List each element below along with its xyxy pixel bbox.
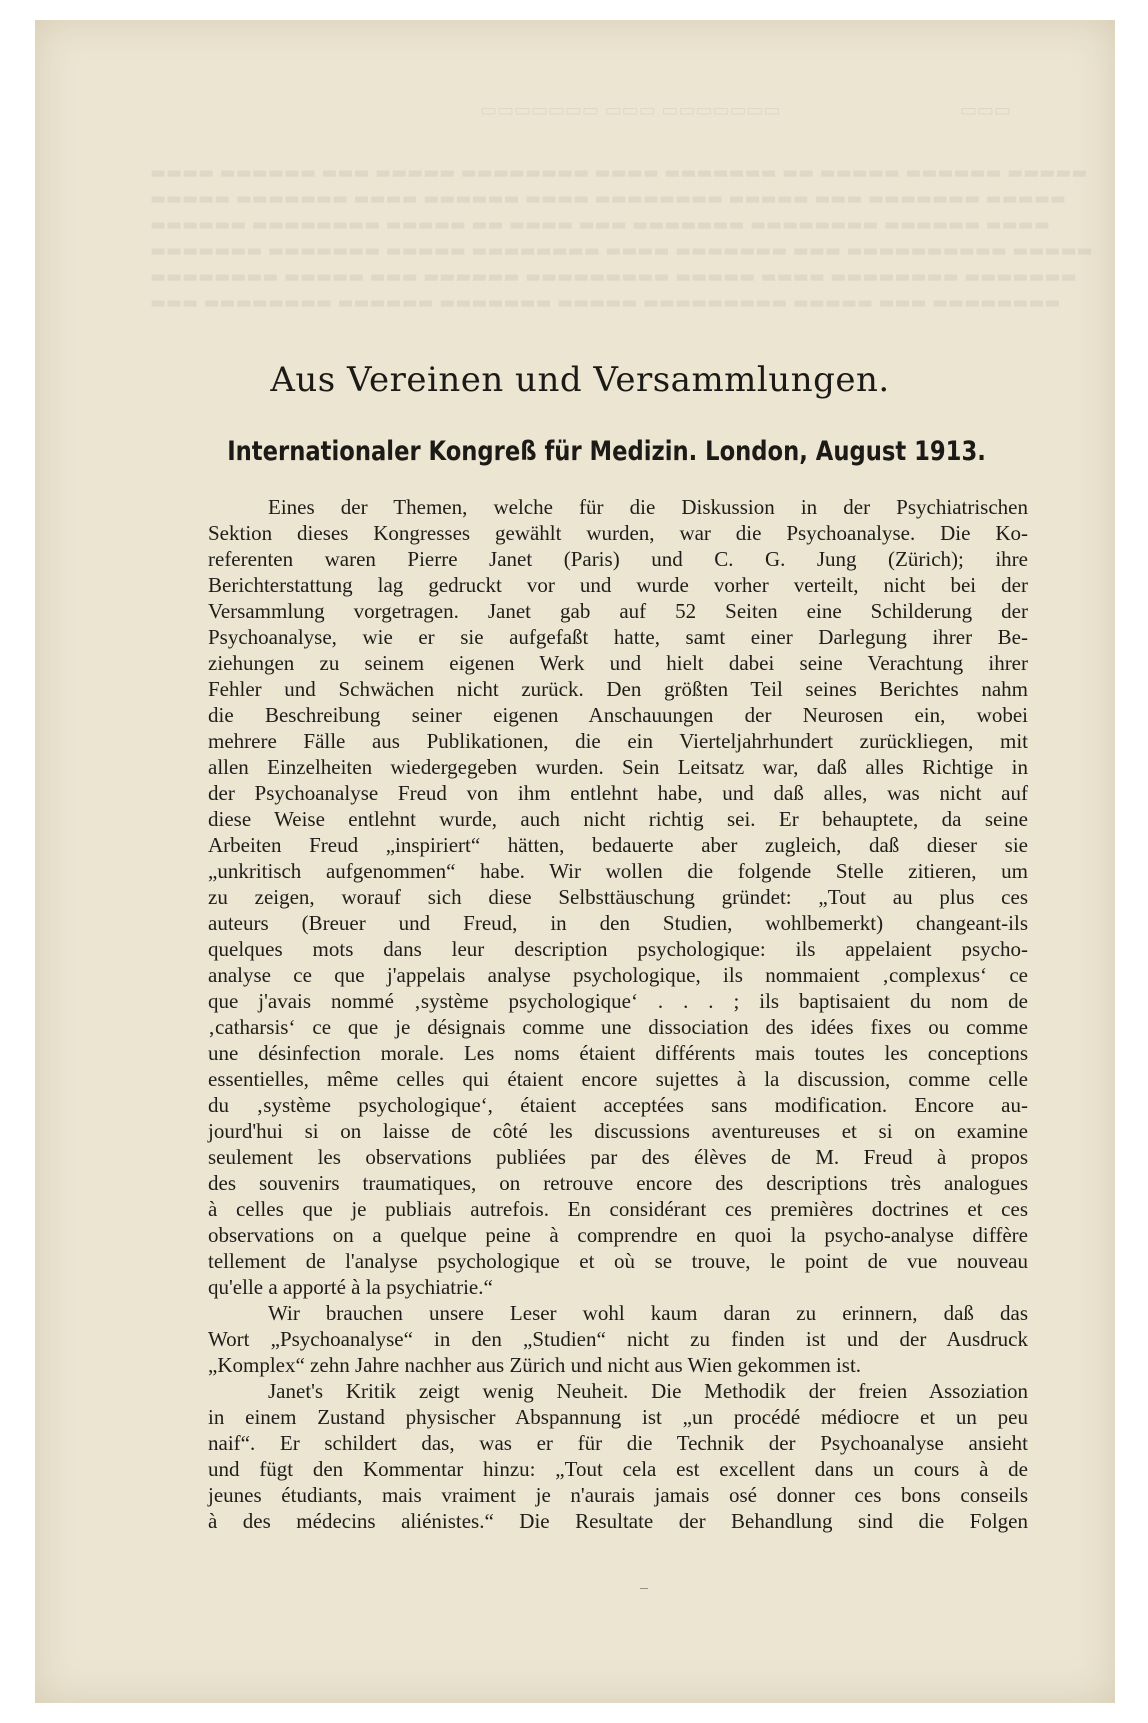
- text-line: auteurs (Breuer und Freud, in den Studien, wohlbemerkt) changeant-ils: [208, 911, 1028, 935]
- text-line: essentielles, même celles qui étaient encore sujettes à la discussion, comme celle: [208, 1067, 1028, 1091]
- text-line: à des médecins aliénistes.“ Die Resultate der Behandlung sind die Folgen: [208, 1509, 1028, 1533]
- article-body: [208, 494, 1028, 1534]
- text-line: mehrere Fälle aus Publikationen, die ein Vierteljahrhundert zurückliegen, mit: [208, 729, 1028, 753]
- text-line: ziehungen zu seinem eigenen Werk und hielt dabei seine Verachtung ihrer: [208, 651, 1028, 675]
- text-line: in einem Zustand physischer Abspannung ist „un procédé médiocre et un peu: [208, 1405, 1028, 1429]
- text-line: analyse ce que j'appelais analyse psychologique, ils nommaient ‚complexus‘ ce: [208, 963, 1028, 987]
- text-line: referenten waren Pierre Janet (Paris) und C. G. Jung (Zürich); ihre: [208, 547, 1028, 571]
- text-line: Versammlung vorgetragen. Janet gab auf 52 Seiten eine Schilderung der: [208, 599, 1028, 623]
- text-line: jeunes étudiants, mais vraiment je n'aurais jamais osé donner ces bons conseils: [208, 1483, 1028, 1507]
- text-line: Eines der Themen, welche für die Diskussion in der Psychiatrischen: [268, 495, 1028, 519]
- text-line: zu zeigen, worauf sich diese Selbsttäuschung gründet: „Tout au plus ces: [208, 885, 1028, 909]
- text-line: à celles que je publiais autrefois. En considérant ces premières doctrines et ces: [208, 1197, 1028, 1221]
- show-through-running-head: ▭▭▭▭▭▭▭ ▭▭▭ ▭▭▭▭▭▭▭: [480, 100, 781, 121]
- text-line: du ‚système psychologique‘, étaient acceptées sans modification. Encore au-: [208, 1093, 1028, 1117]
- text-line: Berichterstattung lag gedruckt vor und wurde vorher verteilt, nicht bei der: [208, 573, 1028, 597]
- text-line: Sektion dieses Kongresses gewählt wurden, war die Psychoanalyse. Die Ko-: [208, 521, 1028, 545]
- show-through-text: ▬▬▬▬ ▬▬▬▬▬▬ ▬▬▬ ▬▬▬▬▬ ▬▬▬▬▬▬▬▬ ▬▬▬▬ ▬▬▬▬▬▬▬ ▬▬ ▬▬▬▬▬ ▬▬▬▬▬▬ ▬▬▬▬▬ ▬▬▬▬▬ ▬▬▬▬▬▬▬ ▬▬▬▬ ▬▬▬▬▬▬ ▬▬▬▬ ▬▬▬▬▬▬▬▬ ▬▬▬▬▬ ▬▬▬ ▬▬▬▬▬▬▬ ▬▬▬▬▬ ▬▬▬▬▬▬ ▬▬▬▬▬▬▬▬ ▬▬▬▬▬ ▬▬ ▬▬▬▬ ▬▬▬ ▬▬▬▬▬▬▬ ▬▬▬▬▬▬▬▬ ▬▬▬▬▬▬ ▬▬▬▬ ▬▬▬▬▬▬▬ ▬▬▬▬▬▬▬ ▬▬▬▬▬ ▬▬▬▬▬▬▬▬ ▬▬▬▬ ▬▬▬▬▬▬▬ ▬▬▬ ▬▬▬▬▬▬▬▬▬▬ ▬▬▬▬▬ ▬▬▬▬▬▬▬▬ ▬▬▬▬▬ ▬▬▬ ▬▬▬▬▬▬ ▬▬▬▬▬▬▬▬▬ ▬▬▬▬▬ ▬▬▬▬ ▬▬▬▬▬▬▬▬ ▬▬▬▬▬▬▬ ▬▬▬ ▬▬▬▬▬▬▬▬ ▬▬▬▬▬▬ ▬▬▬▬▬▬▬ ▬▬▬▬▬ ▬▬▬▬▬▬▬▬▬ ▬▬▬▬▬ ▬▬▬ ▬▬▬▬▬▬▬▬: [150, 163, 1093, 313]
- text-line: Wir brauchen unsere Leser wohl kaum daran zu erinnern, daß das: [268, 1301, 1028, 1325]
- text-line: Fehler und Schwächen nicht zurück. Den größten Teil seines Berichtes nahm: [208, 677, 1028, 701]
- text-line: quelques mots dans leur description psychologique: ils appelaient psycho-: [208, 937, 1028, 961]
- text-line: naif“. Er schildert das, was er für die Technik der Psychoanalyse ansieht: [208, 1431, 1028, 1455]
- text-line: jourd'hui si on laisse de côté les discussions aventureuses et si on examine: [208, 1119, 1028, 1143]
- text-line: Arbeiten Freud „inspiriert“ hätten, bedauerte aber zugleich, daß dieser sie: [208, 833, 1028, 857]
- text-line: des souvenirs traumatiques, on retrouve encore des descriptions très analogues: [208, 1171, 1028, 1195]
- text-line: ‚catharsis‘ ce que je désignais comme une dissociation des idées fixes ou comme: [208, 1015, 1028, 1039]
- text-line: Janet's Kritik zeigt wenig Neuheit. Die Methodik der freien Assoziation: [268, 1379, 1028, 1403]
- text-line: Wort „Psychoanalyse“ in den „Studien“ nicht zu finden ist und der Ausdruck: [208, 1327, 1028, 1351]
- text-line: der Psychoanalyse Freud von ihm entlehnt habe, und daß alles, was nicht auf: [208, 781, 1028, 805]
- text-line: qu'elle a apporté à la psychiatrie.“: [208, 1275, 493, 1299]
- section-heading: Aus Vereinen und Versammlungen.: [270, 360, 890, 400]
- print-mark: [640, 1588, 648, 1589]
- text-line: une désinfection morale. Les noms étaient différents mais toutes les conceptions: [208, 1041, 1028, 1065]
- text-line: Psychoanalyse, wie er sie aufgefaßt hatte, samt einer Darlegung ihrer Be-: [208, 625, 1028, 649]
- article-title: Internationaler Kongreß für Medizin. London, August 1913.: [227, 436, 986, 467]
- text-line: „unkritisch aufgenommen“ habe. Wir wollen die folgende Stelle zitieren, um: [208, 859, 1028, 883]
- text-line: „Komplex“ zehn Jahre nachher aus Zürich und nicht aus Wien gekommen ist.: [208, 1353, 862, 1377]
- text-line: allen Einzelheiten wiedergegeben wurden. Sein Leitsatz war, daß alles Richtige in: [208, 755, 1028, 779]
- text-line: seulement les observations publiées par des élèves de M. Freud à propos: [208, 1145, 1028, 1169]
- text-line: diese Weise entlehnt wurde, auch nicht richtig sei. Er behauptete, da seine: [208, 807, 1028, 831]
- text-line: observations on a quelque peine à comprendre en quoi la psycho-analyse diffère: [208, 1223, 1028, 1247]
- text-line: und fügt den Kommentar hinzu: „Tout cela est excellent dans un cours à de: [208, 1457, 1028, 1481]
- text-line: que j'avais nommé ‚système psychologique‘ . . . ; ils baptisaient du nom de: [208, 989, 1028, 1013]
- text-line: die Beschreibung seiner eigenen Anschauungen der Neurosen ein, wobei: [208, 703, 1028, 727]
- show-through-page-number: ▭▭▭: [960, 100, 1012, 121]
- text-line: tellement de l'analyse psychologique et où se trouve, le point de vue nouveau: [208, 1249, 1028, 1273]
